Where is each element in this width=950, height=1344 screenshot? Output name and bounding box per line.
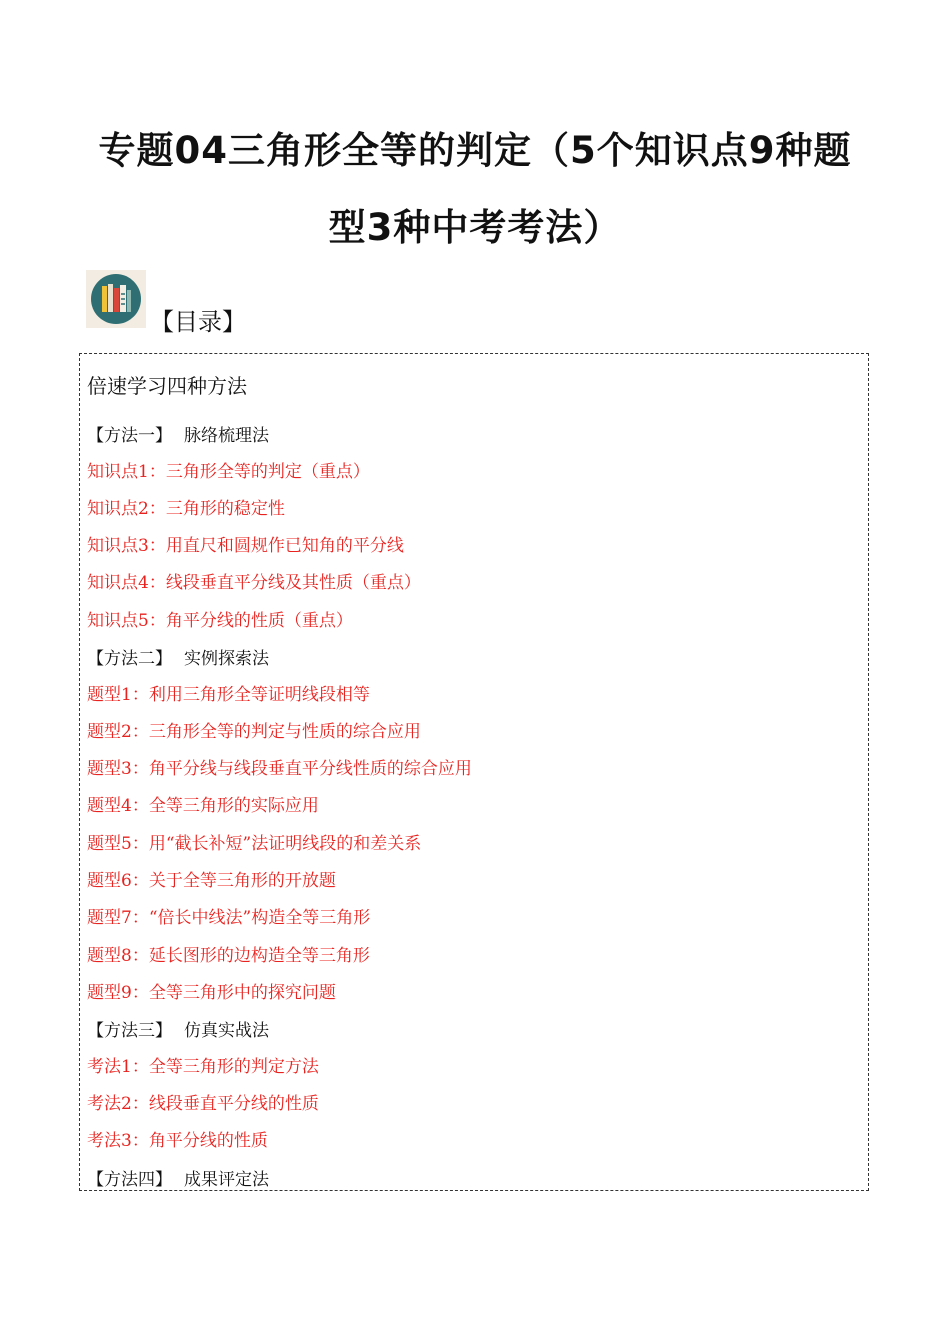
toc-link-type-3[interactable]: 题型3：角平分线与线段垂直平分线性质的综合应用 bbox=[87, 759, 472, 779]
document-title-line1: 专题04三角形全等的判定（5个知识点9种题 bbox=[98, 129, 852, 172]
toc-link-exam-2[interactable]: 考法2：线段垂直平分线的性质 bbox=[87, 1094, 319, 1114]
method-name: 仿真实战法 bbox=[184, 1021, 269, 1041]
toc-link-exam-3[interactable]: 考法3：角平分线的性质 bbox=[87, 1131, 268, 1151]
toc-link-type-9[interactable]: 题型9：全等三角形中的探究问题 bbox=[87, 983, 336, 1003]
method-tag: 【方法二】 bbox=[87, 649, 172, 669]
method-name: 成果评定法 bbox=[184, 1170, 269, 1190]
method-tag: 【方法一】 bbox=[87, 426, 172, 446]
toc-link-knowledge-2[interactable]: 知识点2：三角形的稳定性 bbox=[87, 499, 285, 519]
toc-link-knowledge-3[interactable]: 知识点3：用直尺和圆规作已知角的平分线 bbox=[87, 536, 404, 556]
toc-link-knowledge-4[interactable]: 知识点4：线段垂直平分线及其性质（重点） bbox=[87, 573, 421, 593]
toc-link-knowledge-5[interactable]: 知识点5：角平分线的性质（重点） bbox=[87, 611, 353, 631]
method-heading-4 bbox=[87, 1169, 269, 1191]
toc-label: 【目录】 bbox=[150, 308, 246, 336]
toc-link-type-2[interactable]: 题型2：三角形全等的判定与性质的综合应用 bbox=[87, 722, 421, 742]
method-name: 脉络梳理法 bbox=[184, 426, 269, 446]
toc-link-type-1[interactable]: 题型1：利用三角形全等证明线段相等 bbox=[87, 685, 370, 705]
method-name: 实例探索法 bbox=[184, 649, 269, 669]
method-heading-2 bbox=[87, 648, 269, 670]
toc-link-knowledge-1[interactable]: 知识点1：三角形全等的判定（重点） bbox=[87, 462, 370, 482]
document-title-line2: 型3种中考考法） bbox=[328, 206, 622, 249]
method-tag: 【方法四】 bbox=[87, 1170, 172, 1190]
method-heading-1 bbox=[87, 425, 269, 447]
toc-link-type-6[interactable]: 题型6：关于全等三角形的开放题 bbox=[87, 871, 336, 891]
toc-link-type-4[interactable]: 题型4：全等三角形的实际应用 bbox=[87, 796, 319, 816]
toc-link-type-5[interactable]: 题型5：用“截长补短”法证明线段的和差关系 bbox=[87, 834, 422, 854]
toc-link-type-7[interactable]: 题型7：“倍长中线法”构造全等三角形 bbox=[87, 908, 371, 928]
toc-link-exam-1[interactable]: 考法1：全等三角形的判定方法 bbox=[87, 1057, 319, 1077]
toc-link-type-8[interactable]: 题型8：延长图形的边构造全等三角形 bbox=[87, 946, 370, 966]
toc-box-title: 倍速学习四种方法 bbox=[87, 374, 247, 398]
method-heading-3 bbox=[87, 1020, 269, 1042]
method-tag: 【方法三】 bbox=[87, 1021, 172, 1041]
book-logo-icon bbox=[86, 270, 146, 328]
